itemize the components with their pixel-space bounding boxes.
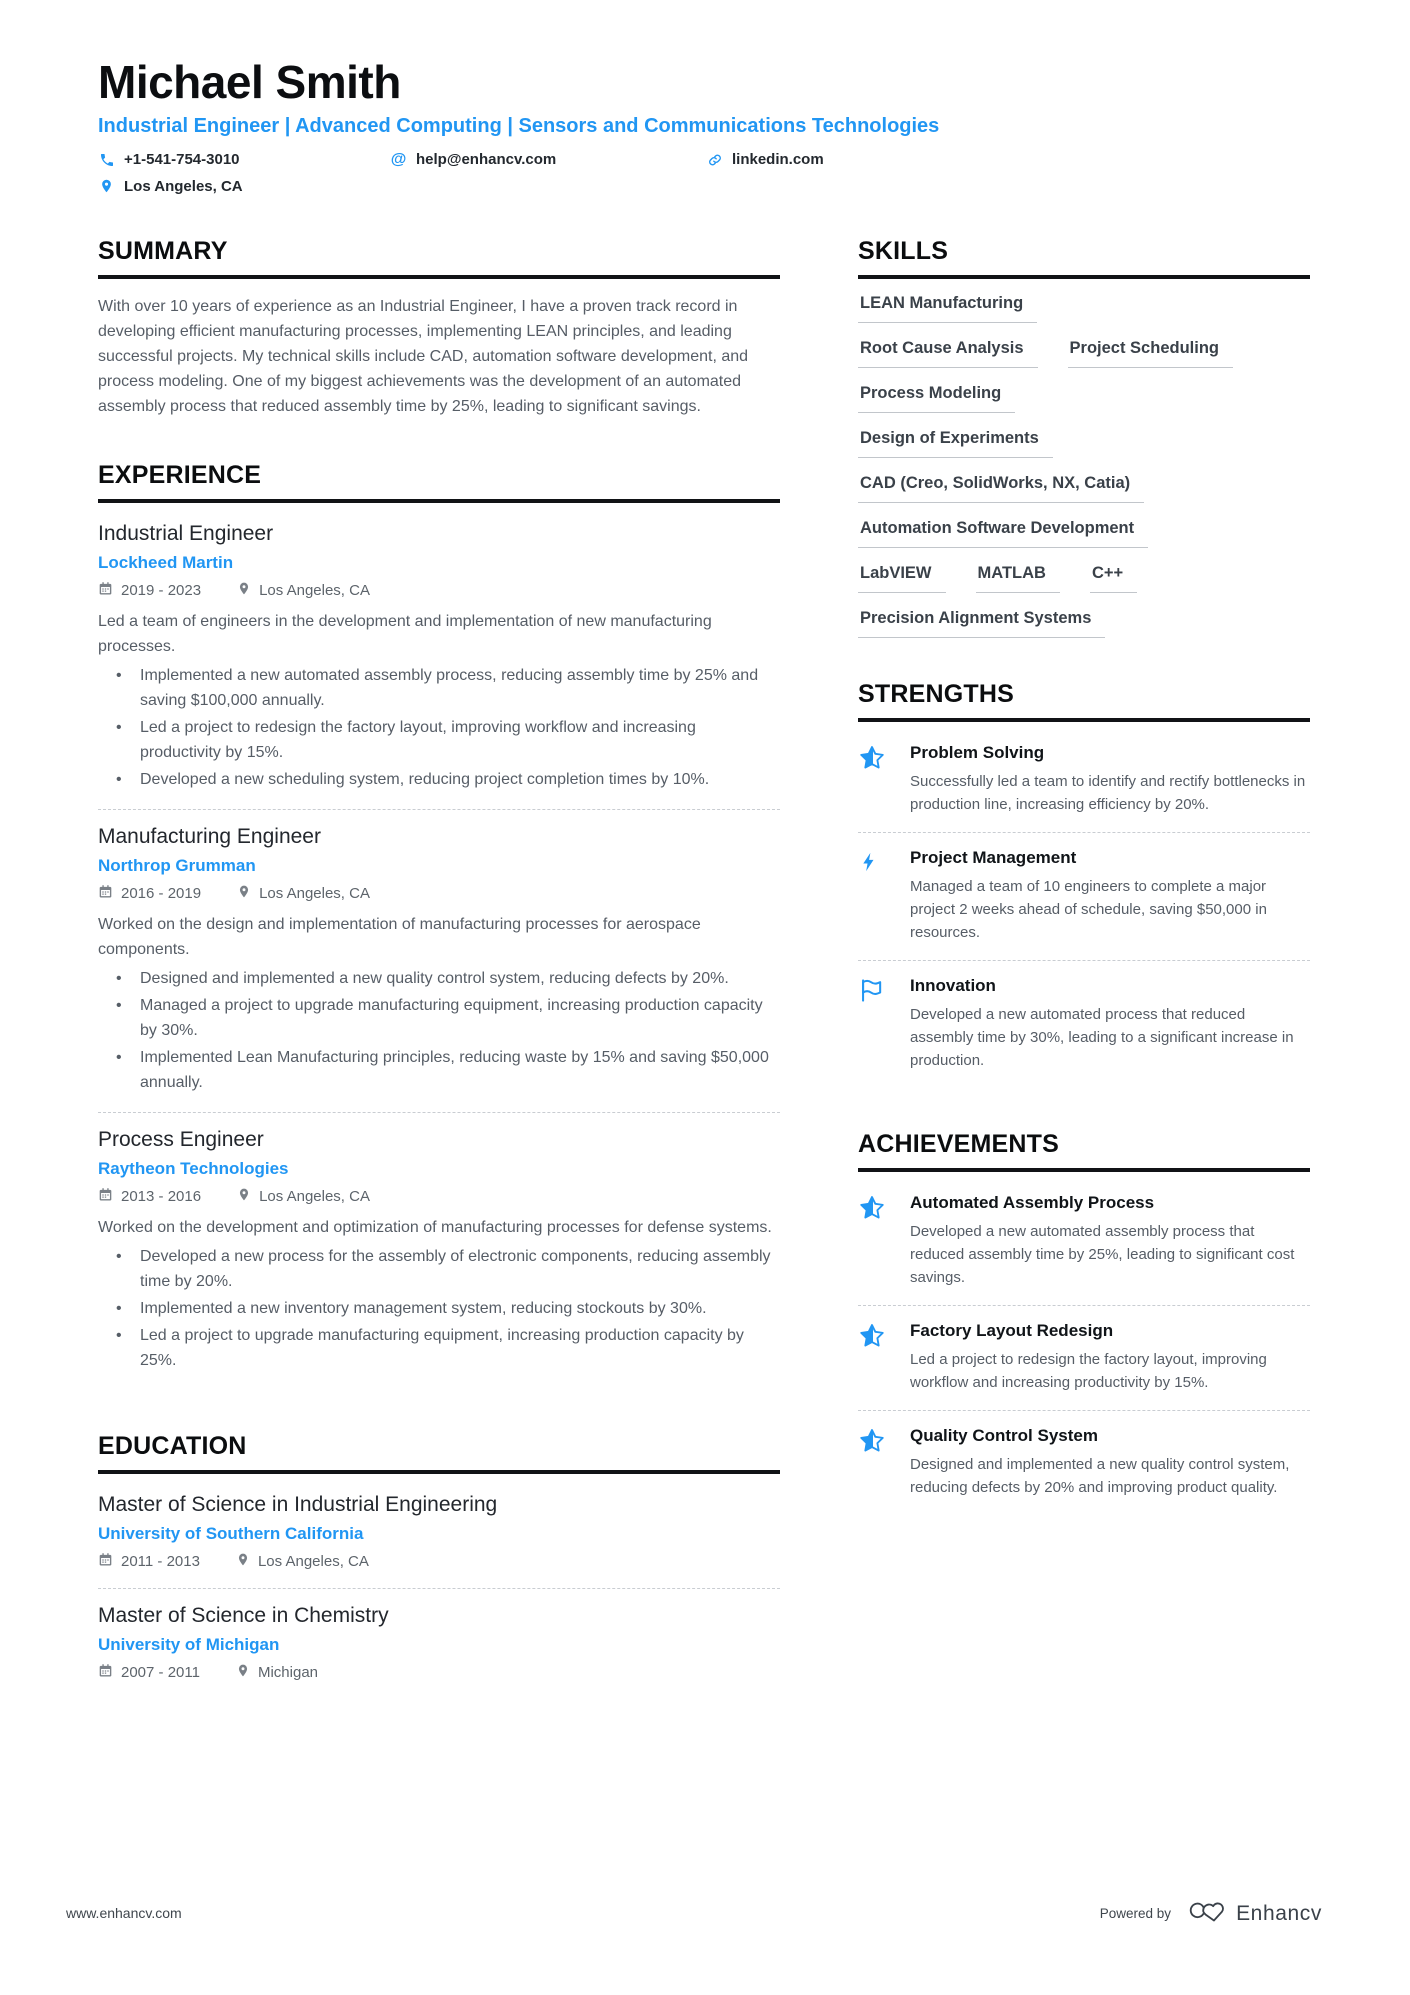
strength-text: Successfully led a team to identify and rectify bottlenecks in production line, increasing efficiency by 20%. — [910, 772, 1306, 813]
job-title: Industrial Engineer — [98, 521, 274, 545]
enhancv-brand-text: Enhancv — [1236, 1901, 1322, 1925]
job-location-text: Los Angeles, CA — [259, 884, 370, 902]
experience-entry — [98, 1112, 780, 1390]
job-company: Lockheed Martin — [98, 552, 234, 572]
calendar-icon — [98, 884, 113, 903]
job-dates — [98, 884, 201, 903]
achievement-item — [858, 1187, 1310, 1305]
education-meta — [98, 1663, 780, 1682]
star-icon — [858, 1442, 886, 1459]
strength-item — [858, 832, 1310, 960]
strength-item — [858, 960, 1310, 1088]
education-location — [236, 1552, 369, 1571]
pin-icon — [236, 1663, 250, 1682]
education-location-text: Los Angeles, CA — [257, 1552, 369, 1570]
skill-item: Root Cause Analysis — [858, 339, 1038, 368]
calendar-icon — [98, 1663, 113, 1682]
bullet-item: • Implemented a new inventory management system, reducing stockouts by 30%. — [140, 1296, 780, 1321]
skills-list — [858, 294, 1310, 638]
achievements-section — [858, 1130, 1310, 1515]
bullet-item: • Developed a new scheduling system, reducing project completion times by 10%. — [140, 767, 780, 792]
bullet-item: • Developed a new process for the assembly of electronic components, reducing assembly time by 20%. — [140, 1244, 780, 1294]
skill-row — [858, 519, 1310, 548]
job-title: Manufacturing Engineer — [98, 824, 321, 848]
skill-item: C++ — [1090, 564, 1137, 593]
skill-item: Automation Software Development — [858, 519, 1148, 548]
calendar-icon — [98, 1187, 113, 1206]
job-location — [237, 884, 370, 903]
skill-row — [858, 429, 1310, 458]
bullet-item: • Led a project to upgrade manufacturing equipment, increasing production capacity by 25%. — [140, 1323, 780, 1373]
phone-link[interactable] — [98, 151, 390, 168]
pin-icon — [237, 884, 251, 903]
education-entry — [98, 1489, 780, 1588]
strengths-section — [858, 680, 1310, 1088]
experience-entry — [98, 518, 780, 809]
powered-by-label: Powered by — [1099, 1906, 1172, 1921]
skill-item: LEAN Manufacturing — [858, 294, 1037, 323]
star-icon — [858, 1209, 886, 1226]
experience-entry — [98, 809, 780, 1112]
skill-row — [858, 384, 1310, 413]
education-dates — [98, 1663, 200, 1682]
school-name: University of Michigan — [98, 1634, 280, 1654]
summary-section — [98, 237, 780, 419]
linkedin-text: linkedin.com — [732, 151, 824, 169]
education-section — [98, 1432, 780, 1699]
strength-text: Developed a new automated process that reduced assembly time by 30%, leading to a significant increase in production. — [910, 1005, 1294, 1069]
phone-icon — [98, 152, 115, 168]
achievements-list — [858, 1187, 1310, 1515]
strengths-list — [858, 737, 1310, 1088]
job-bullet-list — [98, 1244, 780, 1373]
skill-row — [858, 474, 1310, 503]
bullet-item: • Led a project to redesign the factory layout, improving workflow and increasing productivity by 15%. — [140, 715, 780, 765]
job-bullet-list — [98, 663, 780, 792]
phone-text: +1-541-754-3010 — [124, 151, 240, 169]
job-location-text: Los Angeles, CA — [259, 1187, 370, 1205]
achievement-text: Developed a new automated assembly process that reduced assembly time by 25%, leading to significant cost savings. — [910, 1222, 1295, 1286]
job-dates — [98, 1187, 201, 1206]
summary-text: With over 10 years of experience as an Industrial Engineer, I have a proven track record in developing efficient manufacturing processes, implementing LEAN principles, and leading successful projects. My technical skills include CAD, automation software development, and process modeling. One of my biggest achievements was the development of an automated assembly process that reduced assembly time by 25%, leading to significant savings. — [98, 297, 749, 415]
education-location — [236, 1663, 318, 1682]
link-icon — [706, 152, 723, 168]
bullet-item: • Implemented a new automated assembly process, reducing assembly time by 25% and saving $100,000 annually. — [140, 663, 780, 713]
job-dates-text: 2013 - 2016 — [121, 1187, 202, 1205]
job-dates-text: 2019 - 2023 — [121, 581, 202, 599]
skill-item: LabVIEW — [858, 564, 946, 593]
job-title: Process Engineer — [98, 1127, 264, 1151]
job-description: Worked on the development and optimization of manufacturing processes for defense systems. — [98, 1218, 772, 1236]
strength-title: Project Management — [910, 847, 1077, 867]
job-company: Northrop Grumman — [98, 855, 256, 875]
star-icon — [858, 1337, 886, 1354]
skill-item: MATLAB — [976, 564, 1060, 593]
email-text: help@enhancv.com — [416, 151, 557, 169]
email-link[interactable] — [390, 151, 706, 169]
job-description: Led a team of engineers in the development and implementation of new manufacturing processes. — [98, 612, 712, 655]
achievement-item — [858, 1305, 1310, 1410]
education-meta — [98, 1552, 780, 1571]
job-location-text: Los Angeles, CA — [259, 581, 370, 599]
pin-icon — [237, 581, 251, 600]
summary-heading: SUMMARY — [98, 237, 780, 279]
location-pin-icon — [98, 178, 115, 194]
skill-row — [858, 294, 1310, 323]
footer-branding — [1100, 1898, 1322, 1929]
achievement-text: Led a project to redesign the factory layout, improving workflow and increasing productivity by 15%. — [910, 1350, 1267, 1391]
strengths-heading: STRENGTHS — [858, 680, 1310, 722]
experience-list — [98, 518, 780, 1390]
calendar-icon — [98, 1552, 113, 1571]
skill-row — [858, 564, 1310, 593]
at-icon: @ — [390, 150, 407, 168]
achievement-title: Factory Layout Redesign — [910, 1320, 1114, 1340]
education-entry — [98, 1588, 780, 1699]
job-dates-text: 2016 - 2019 — [121, 884, 202, 902]
achievement-title: Automated Assembly Process — [910, 1192, 1155, 1212]
lightning-icon — [858, 862, 880, 879]
strength-item — [858, 737, 1310, 832]
star-icon — [858, 759, 886, 776]
location-item — [98, 178, 390, 195]
job-meta — [98, 884, 780, 903]
skill-item: CAD (Creo, SolidWorks, NX, Catia) — [858, 474, 1144, 503]
job-company: Raytheon Technologies — [98, 1158, 289, 1178]
degree-title: Master of Science in Industrial Engineering — [98, 1492, 498, 1516]
achievement-item — [858, 1410, 1310, 1515]
candidate-name: Michael Smith — [98, 56, 401, 108]
skill-row — [858, 609, 1310, 638]
education-heading: EDUCATION — [98, 1432, 780, 1474]
education-dates-text: 2011 - 2013 — [121, 1552, 200, 1570]
job-meta — [98, 581, 780, 600]
pin-icon — [236, 1552, 250, 1571]
achievements-heading: ACHIEVEMENTS — [858, 1130, 1310, 1172]
skill-item: Project Scheduling — [1068, 339, 1233, 368]
strength-text: Managed a team of 10 engineers to complete a major project 2 weeks ahead of schedule, saving $50,000 in resources. — [910, 877, 1267, 941]
education-dates — [98, 1552, 200, 1571]
strength-title: Innovation — [910, 975, 996, 995]
contact-row — [98, 151, 1310, 195]
experience-section — [98, 461, 780, 1390]
location-text: Los Angeles, CA — [124, 177, 243, 195]
bullet-item: • Designed and implemented a new quality control system, reducing defects by 20%. — [140, 966, 780, 991]
achievement-title: Quality Control System — [910, 1425, 1098, 1445]
candidate-headline: Industrial Engineer | Advanced Computing | Sensors and Communications Technologies — [98, 114, 940, 137]
degree-title: Master of Science in Chemistry — [98, 1603, 389, 1627]
resume-header — [98, 58, 1310, 195]
skill-item: Process Modeling — [858, 384, 1015, 413]
calendar-icon — [98, 581, 113, 600]
school-name: University of Southern California — [98, 1523, 364, 1543]
skill-item: Design of Experiments — [858, 429, 1053, 458]
job-location — [237, 581, 370, 600]
pin-icon — [237, 1187, 251, 1206]
job-dates — [98, 581, 201, 600]
skill-row — [858, 339, 1310, 368]
education-dates-text: 2007 - 2011 — [121, 1663, 200, 1681]
skills-heading: SKILLS — [858, 237, 1310, 279]
experience-heading: EXPERIENCE — [98, 461, 780, 503]
job-location — [237, 1187, 370, 1206]
job-description: Worked on the design and implementation of manufacturing processes for aerospace components. — [98, 915, 701, 958]
education-list — [98, 1489, 780, 1699]
education-location-text: Michigan — [257, 1663, 318, 1681]
linkedin-link[interactable] — [706, 151, 1310, 168]
job-meta — [98, 1187, 780, 1206]
flag-icon — [858, 991, 885, 1008]
footer-site-link[interactable]: www.enhancv.com — [66, 1905, 182, 1921]
enhancv-logo-icon — [1184, 1898, 1226, 1929]
bullet-item: • Managed a project to upgrade manufacturing equipment, increasing production capacity by 30%. — [140, 993, 780, 1043]
skill-item: Precision Alignment Systems — [858, 609, 1105, 638]
skills-section — [858, 237, 1310, 638]
bullet-item: • Implemented Lean Manufacturing principles, reducing waste by 15% and saving $50,000 annually. — [140, 1045, 780, 1095]
strength-title: Problem Solving — [910, 742, 1045, 762]
job-bullet-list — [98, 966, 780, 1095]
achievement-text: Designed and implemented a new quality control system, reducing defects by 20% and improving product quality. — [910, 1455, 1290, 1496]
